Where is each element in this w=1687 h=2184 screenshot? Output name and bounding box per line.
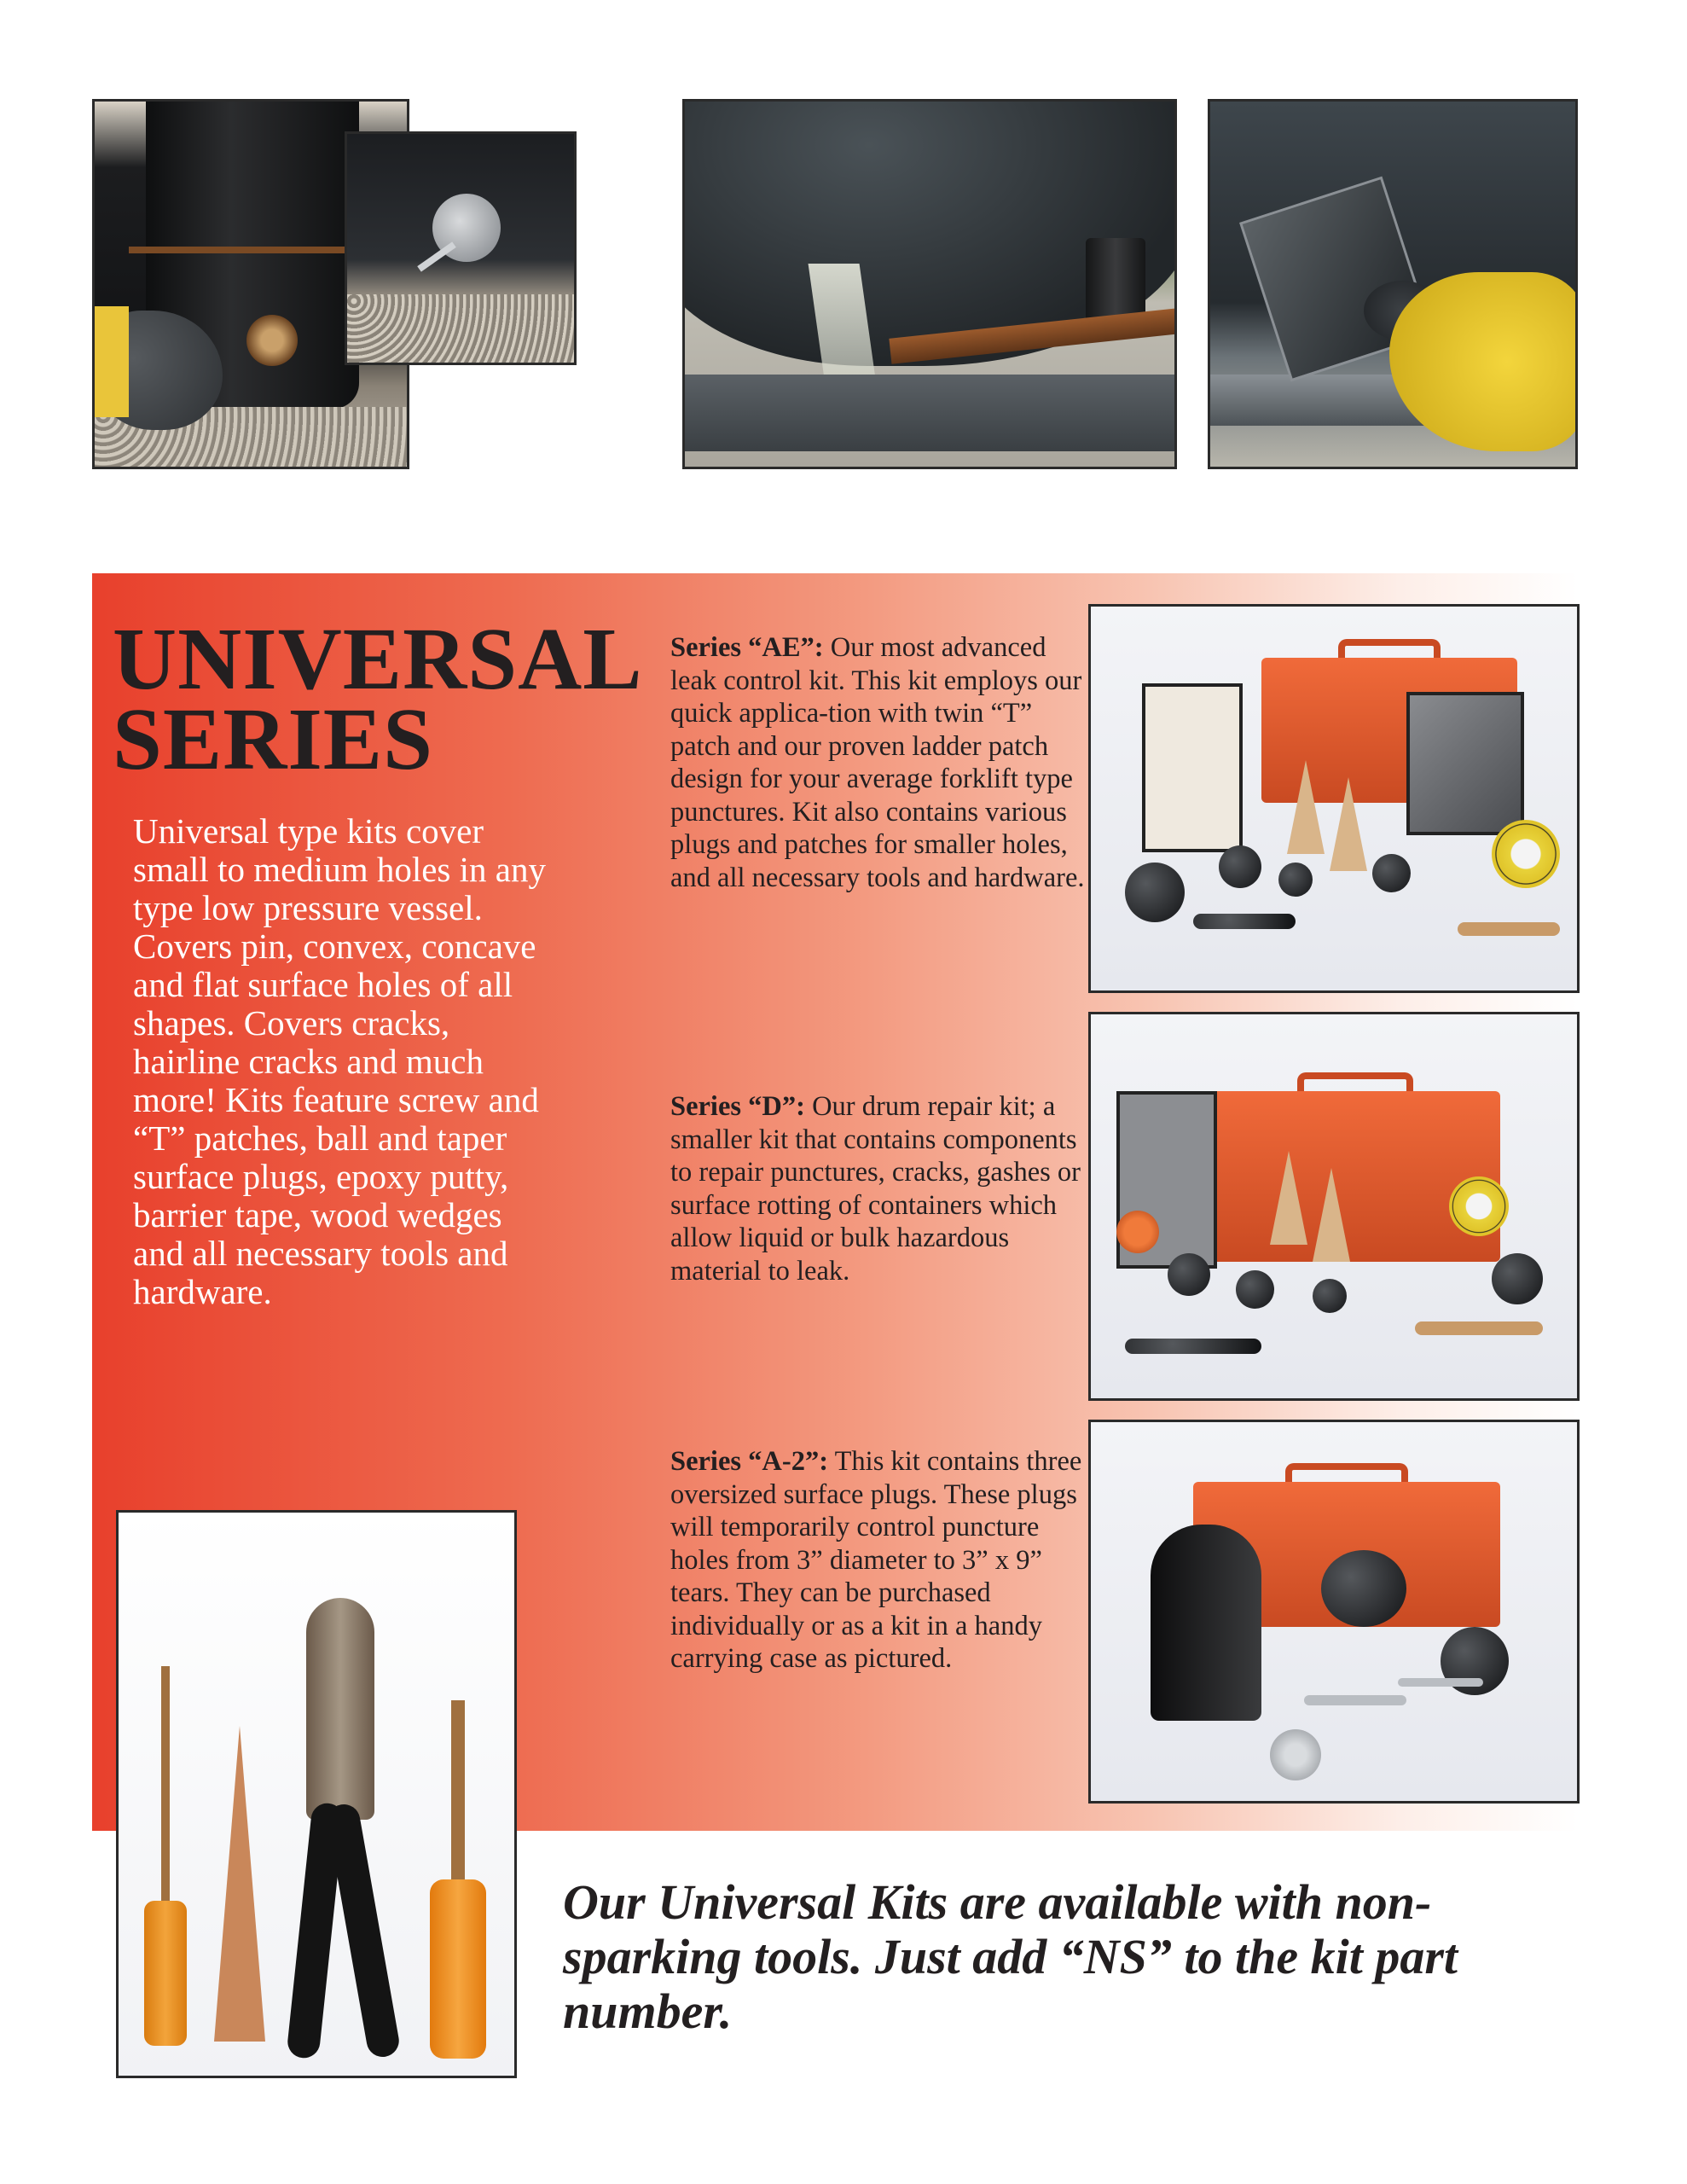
series-d-description: [670, 1090, 1097, 1287]
photo-non-sparking-tools: [116, 1510, 517, 2078]
photo-drum-plug-inset: [345, 131, 577, 365]
title-line-2: SERIES: [113, 690, 433, 788]
series-ae-label: Series “AE”:: [670, 632, 824, 663]
series-a2-description: [670, 1445, 1097, 1676]
photo-series-a2-kit: [1088, 1420, 1580, 1804]
photo-tank-forklift-puncture: [682, 99, 1177, 469]
intro-text: Universal type kits cover small to medium holes in any type low pressure vessel. Covers pin, convex, concave and flat surface holes of all shapes. Covers cracks, hairline cracks and much more! Kits feature screw and “T” patches, ball and taper surface plugs, epoxy putty, barrier tape, wood wedges and all necessary tools and hardware.: [133, 811, 546, 1311]
page-title: [113, 610, 643, 788]
photo-series-ae-kit: [1088, 604, 1580, 993]
series-ae-text: Our most advanced leak control kit. This kit employs our quick applica-tion with twin “T” patch and our proven ladder patch design for your average forklift type punctures. Kit also contains various plugs and patches for smaller holes, and all necessary tools and hardware.: [670, 632, 1085, 893]
series-ae-description: [670, 631, 1097, 894]
series-d-label: Series “D”:: [670, 1091, 805, 1122]
non-sparking-tools-note: Our Universal Kits are available with non-sparking tools. Just add “NS” to the kit part number.: [563, 1874, 1458, 2039]
series-a2-text: This kit contains three oversized surface plugs. These plugs will temporarily control puncture holes from 3” diameter to 3” x 9” tears. They can be purchased individually or as a kit in a handy carrying case as pictured.: [670, 1446, 1082, 1674]
photo-series-d-kit: [1088, 1012, 1580, 1401]
photo-ladder-patch-applied: [1208, 99, 1578, 469]
series-d-text: Our drum repair kit; a smaller kit that contains components to repair punctures, cracks, gashes or surface rotting of containers which allow liquid or bulk hazardous material to leak.: [670, 1091, 1081, 1287]
title-line-1: UNIVERSAL: [113, 610, 643, 708]
series-a2-label: Series “A-2”:: [670, 1446, 829, 1477]
